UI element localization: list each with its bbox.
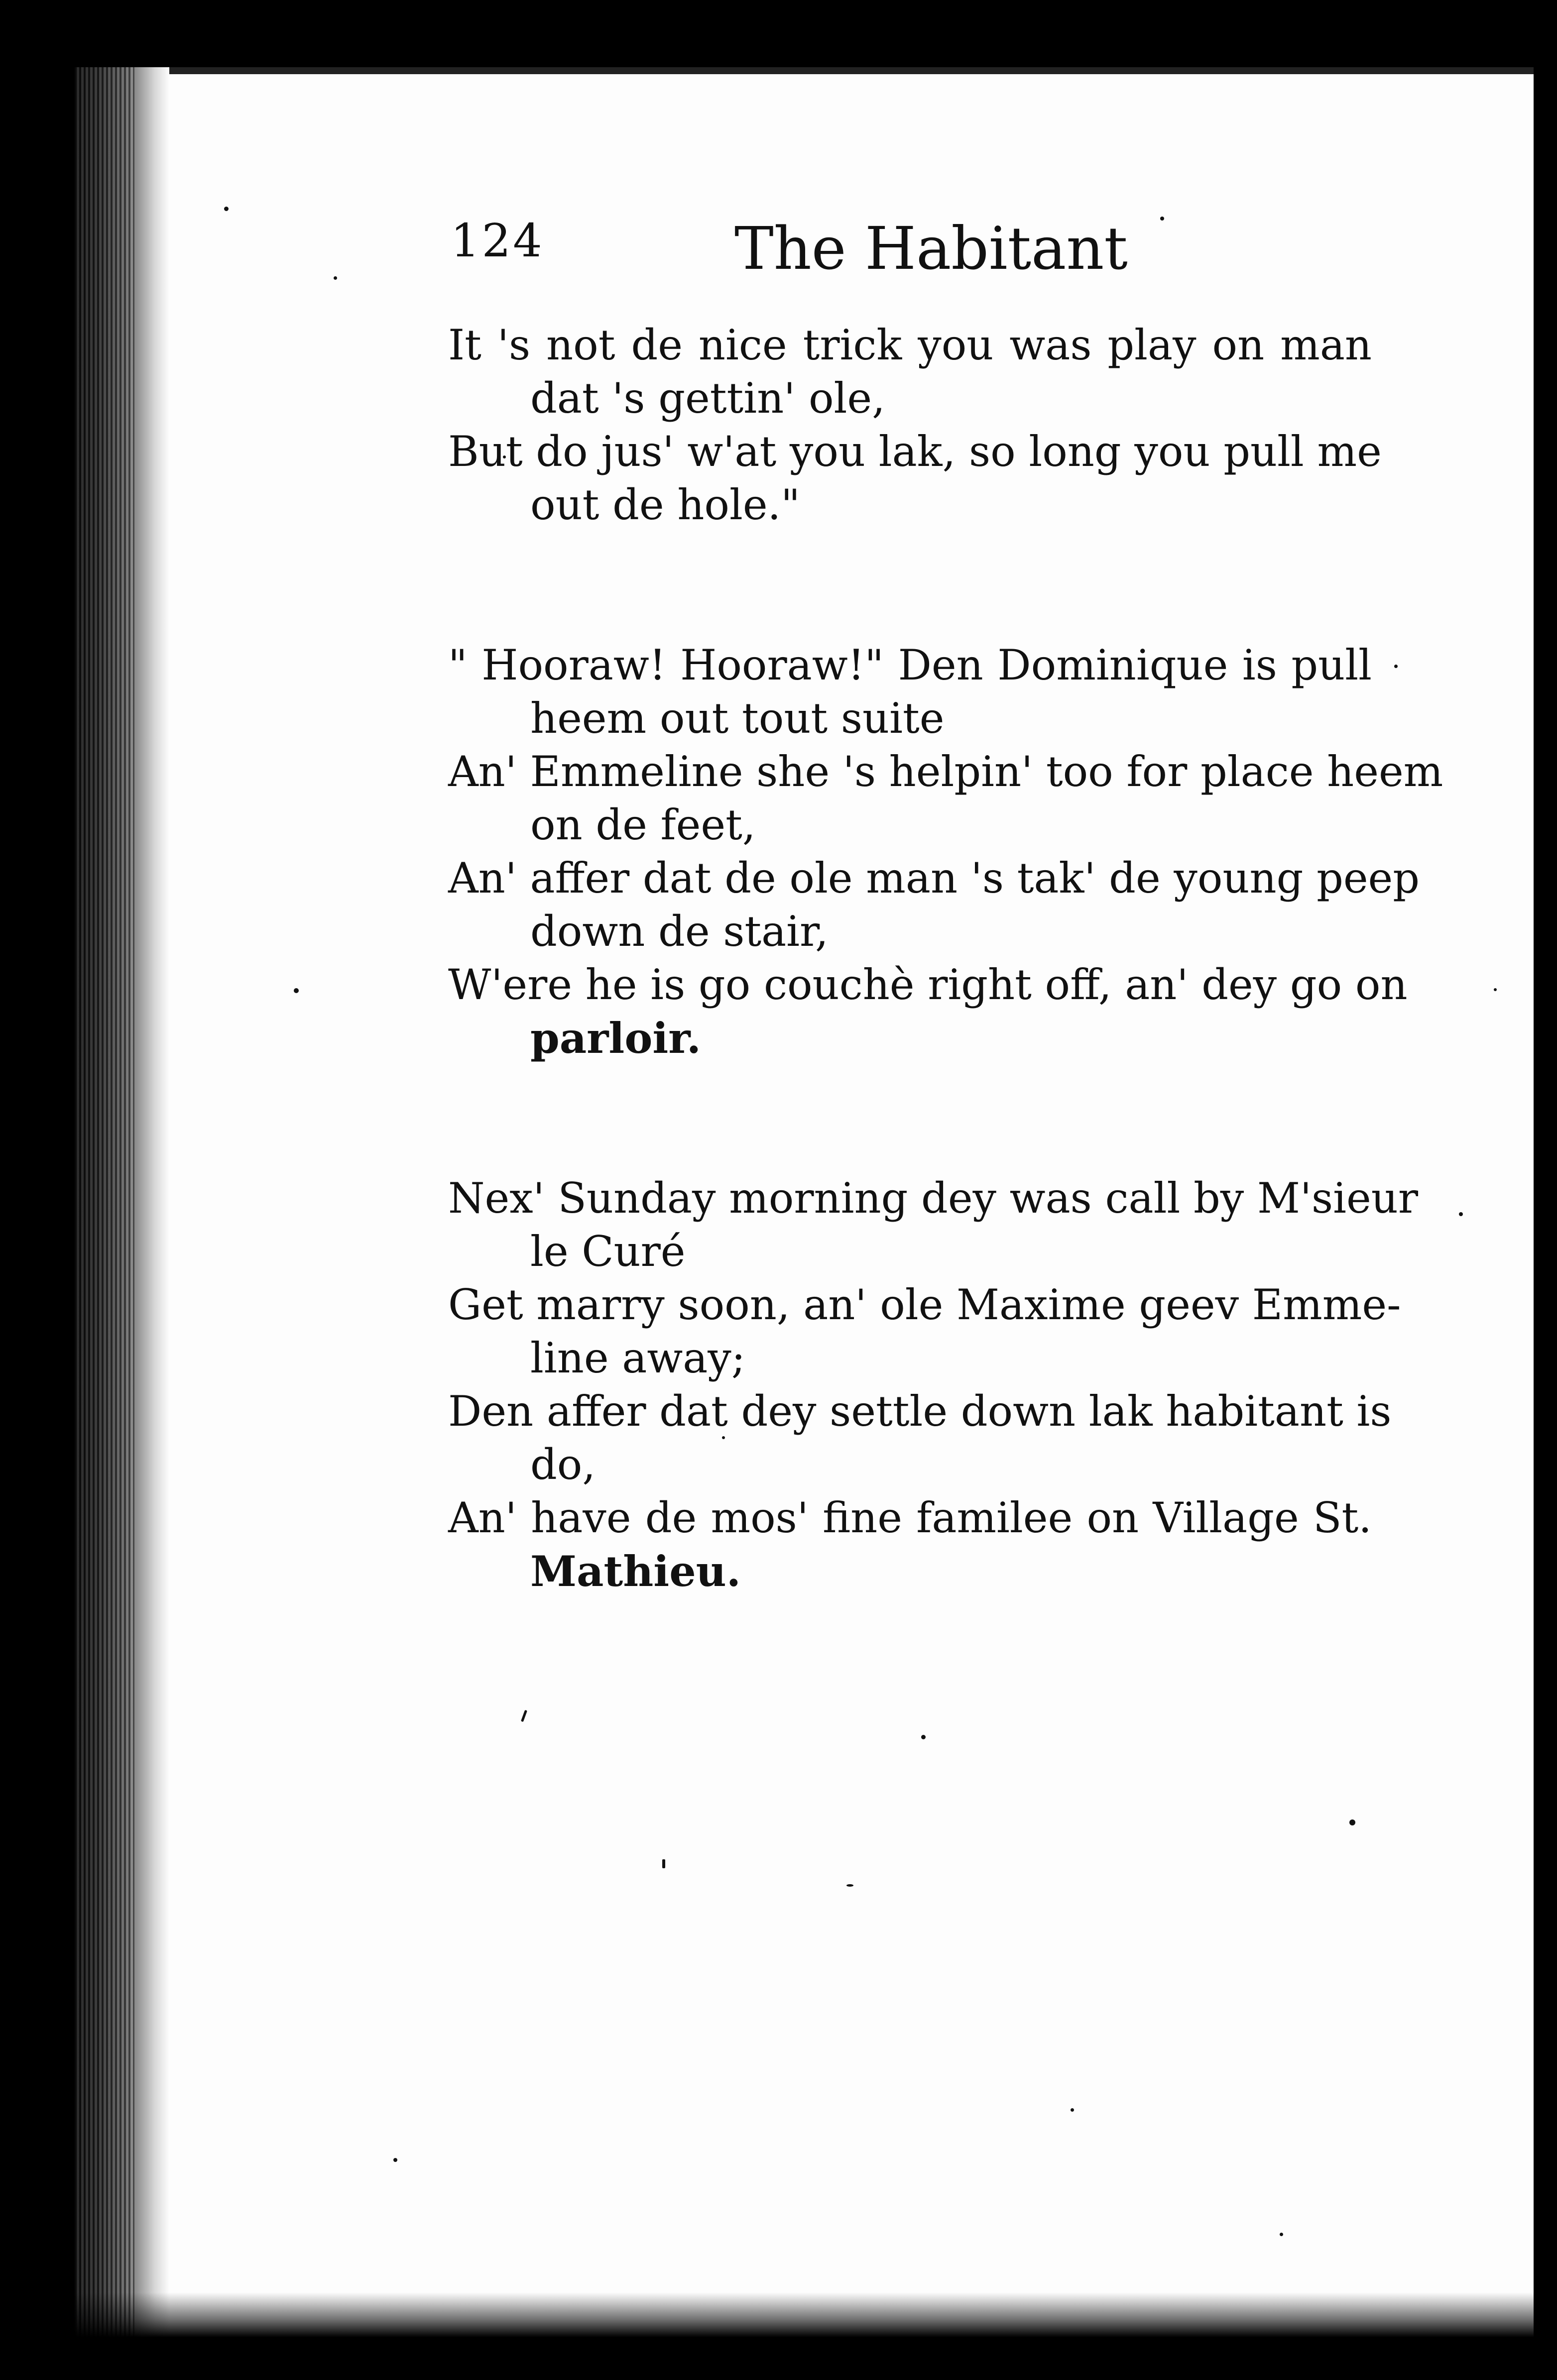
dust-speck [294, 988, 299, 993]
stanza [448, 1172, 1444, 1598]
verse-line-start: An' affer dat de ole man 's tak' de young peep [448, 854, 1420, 903]
page-edge-texture [75, 67, 134, 2337]
verse-line [448, 958, 1444, 1065]
verse-line [448, 639, 1444, 745]
verse-line-continuation: parloir. [530, 1014, 702, 1063]
dust-speck [1280, 2233, 1283, 2236]
verse-line-continuation: down de stair, [530, 907, 829, 956]
page-bottom-edge [75, 2292, 1534, 2337]
dust-speck [224, 207, 229, 211]
verse-line [448, 1385, 1444, 1491]
page-number: 124 [451, 214, 544, 267]
verse-line-start: Den affer dat dey settle down lak habitant is [448, 1387, 1392, 1436]
verse-line-continuation: le Curé [530, 1227, 686, 1276]
dust-speck [1349, 1819, 1355, 1825]
dust-speck [334, 276, 337, 280]
running-head [451, 214, 1446, 299]
dust-speck [1459, 1212, 1463, 1216]
dust-speck [662, 1859, 665, 1868]
verse-line-continuation: line away; [530, 1334, 746, 1382]
dust-speck [393, 2158, 397, 2162]
verse-line [448, 319, 1444, 425]
verse-line-start: But do jus' w'at you lak, so long you pull me [448, 427, 1382, 476]
verse-line [448, 1278, 1444, 1385]
verse-line [448, 425, 1444, 532]
verse-line-continuation: do, [530, 1440, 596, 1489]
verse-line [448, 1491, 1444, 1598]
verse-line-continuation: dat 's gettin' ole, [530, 374, 885, 423]
verse-line-start: An' Emmeline she 's helpin' too for place heem [448, 747, 1443, 796]
dust-speck [921, 1735, 926, 1739]
verse-line-continuation: on de feet, [530, 800, 756, 849]
verse-line [448, 1172, 1444, 1278]
verse-line [448, 852, 1444, 958]
verse-line-continuation: out de hole." [530, 480, 800, 529]
verse-line-start: Get marry soon, an' ole Maxime geev Emme- [448, 1280, 1401, 1329]
verse-line-start: Nex' Sunday morning dey was call by M'sieur [448, 1174, 1418, 1223]
dust-speck [1494, 988, 1497, 991]
dust-speck [846, 1884, 853, 1887]
dust-speck [1071, 2108, 1074, 2112]
verse-line-start: " Hooraw! Hooraw!" Den Dominique is pull [448, 641, 1372, 689]
verse-line-continuation: Mathieu. [530, 1547, 741, 1596]
dust-speck [521, 1710, 527, 1722]
verse-line-start: An' have de mos' fine familee on Village St. [448, 1493, 1372, 1542]
poem-text [448, 319, 1444, 1705]
verse-line-start: W'ere he is go couchè right off, an' dey go on [448, 960, 1408, 1009]
verse-line-start: It 's not de nice trick you was play on man [448, 321, 1372, 369]
verse-line-continuation: heem out tout suite [530, 694, 945, 743]
stanza [448, 319, 1444, 532]
stanza [448, 639, 1444, 1065]
verse-line [448, 745, 1444, 852]
page-top-edge [75, 67, 1534, 74]
book-title: The Habitant [734, 214, 1128, 283]
